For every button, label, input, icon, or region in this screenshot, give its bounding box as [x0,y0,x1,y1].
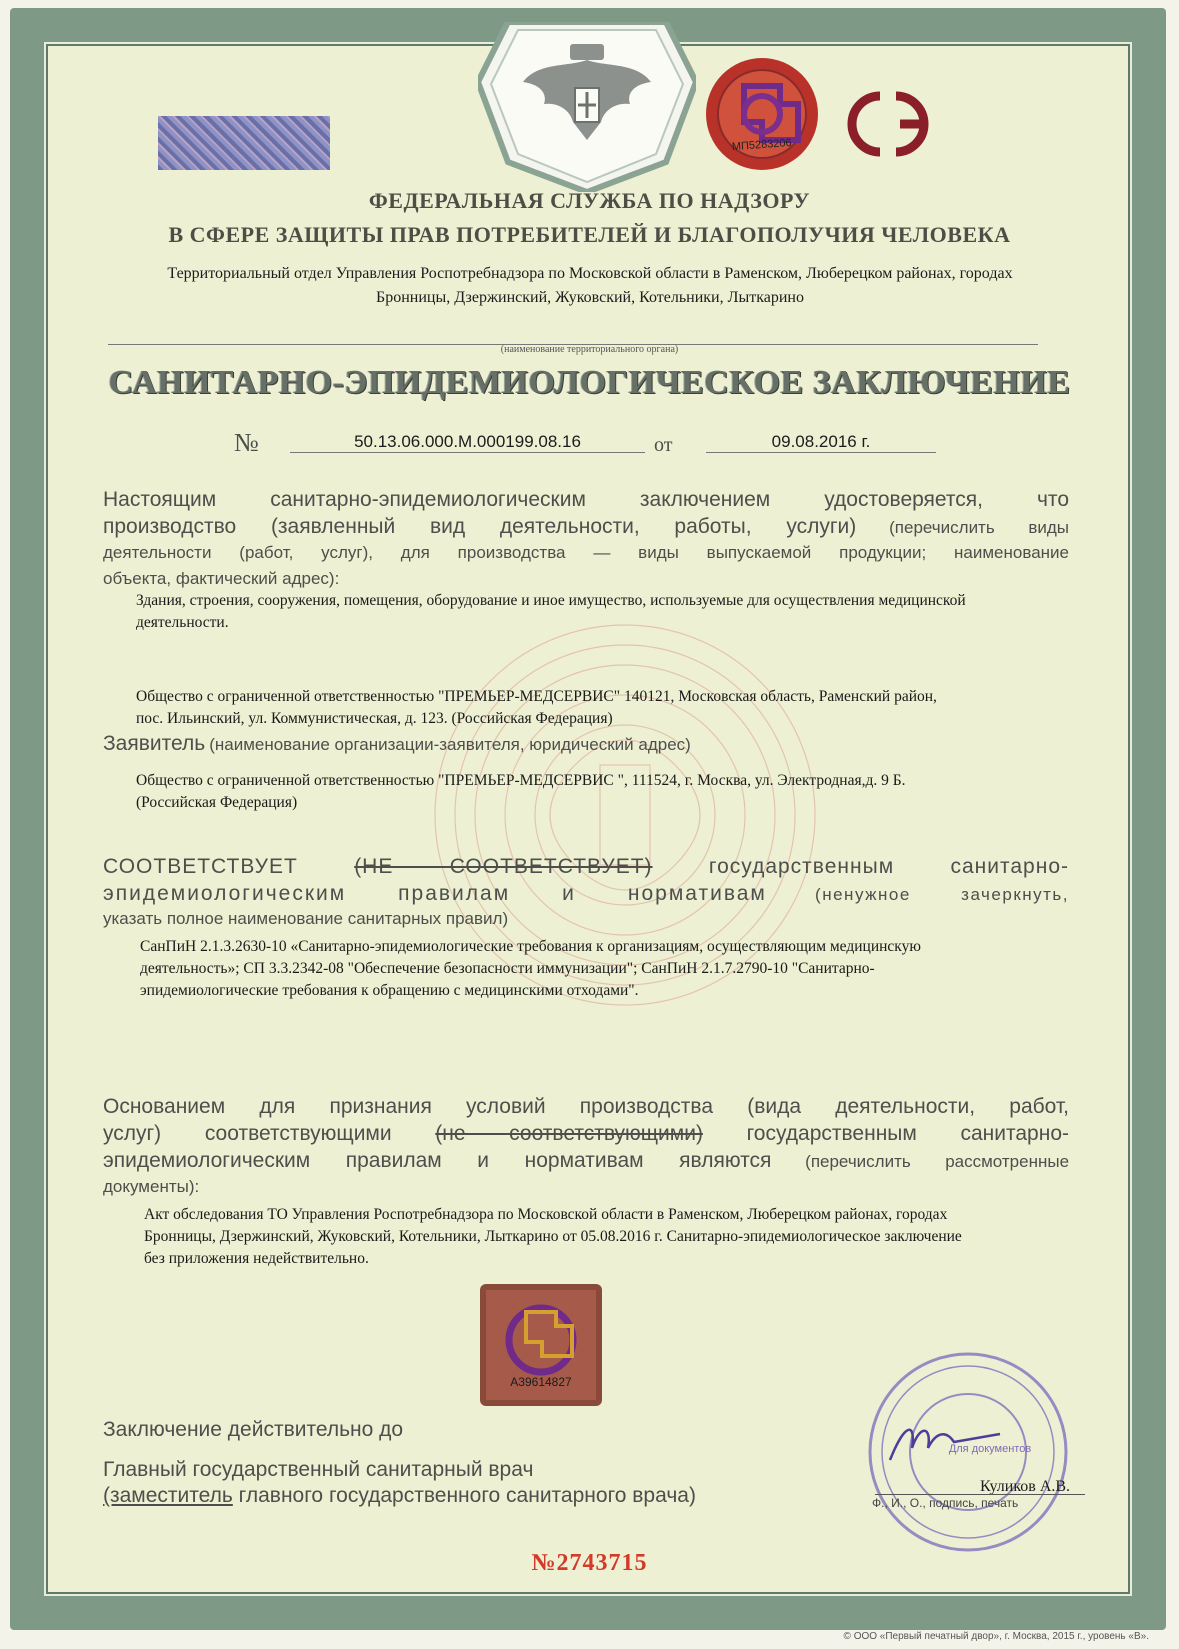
grounds-line2b: государственным санитарно- [746,1122,1069,1145]
official-stamp [850,1352,1080,1562]
conformity-struck: (НЕ СООТВЕТСТВУЕТ) [354,855,653,878]
grounds-line3 [103,1149,1069,1173]
number-sign: № [234,428,259,457]
activity-value-line2: деятельности. [136,614,229,631]
rules-line3: эпидемиологические требования к обращению с медицинскими отходами". [140,982,639,999]
seal-code-text-bottom: А39614827 [510,1375,572,1389]
applicant-value [136,770,906,814]
activity-intro-line4: объекта, фактический адрес): [103,569,340,588]
form-serial-number: №2743715 [531,1550,648,1576]
stamp-text: Для документов [948,1443,1032,1455]
activity-intro-line2a: производство (заявленный вид деятельности, работы, услуги) [103,515,857,538]
activity-intro-line2 [103,515,1069,539]
applicant-label: Заявитель [103,732,206,755]
grounds-line3a: эпидемиологическим правилам и нормативам являются [103,1149,772,1172]
grounds-line2 [103,1122,1069,1146]
grounds-line3b: (перечислить рассмотренные [805,1152,1070,1171]
rospotrebnadzor-emblem [478,22,696,192]
applicant-line1: Общество с ограниченной ответственностью "ПРЕМЬЕР-МЕДСЕРВИС ", 111524, г. Москва, ул. Электродная,д. 9 Б. [136,772,906,789]
signatory-title-line2 [103,1484,696,1508]
agency-name-line2: В СФЕРЕ ЗАЩИТЫ ПРАВ ПОТРЕБИТЕЛЕЙ И БЛАГОПОЛУЧИЯ ЧЕЛОВЕКА [168,222,1011,247]
conformity-line3: указать полное наименование санитарных правил) [103,909,509,928]
certificate-number: 50.13.06.000.М.000199.08.16 [354,432,581,451]
territorial-body [100,262,1080,310]
conformity-line2a: эпидемиологическим правилам и нормативам [103,882,767,905]
date-underline [706,452,936,453]
conformity-line2 [103,882,1069,906]
sanitary-rules [140,936,921,1002]
docs-line2: Бронницы, Дзержинский, Жуковский, Котельники, Лыткарино от 05.08.2016 г. Санитарно-эпидемиологическое заключение [144,1228,962,1245]
applicant-line2: (Российская Федерация) [136,794,298,811]
document-title: САНИТАРНО-ЭПИДЕМИОЛОГИЧЕСКОЕ ЗАКЛЮЧЕНИЕ [108,364,1071,401]
territory-line2: Бронницы, Дзержинский, Жуковский, Котельники, Лыткарино [376,289,804,306]
number-underline [290,452,645,453]
grounds-line2a: услуг) соответствующими [103,1122,392,1145]
rules-line2: деятельность»; СП 3.3.2342-08 "Обеспечение безопасности иммунизации"; СанПиН 2.1.7.2790-10 "Санитарно- [140,960,875,977]
activity-intro-line1: Настоящим санитарно-эпидемиологическим заключением удостоверяется, что [103,488,1069,511]
activity-value [136,590,966,634]
grounds-line4: документы): [103,1177,200,1196]
signature-caption: Ф., И., О., подпись, печать [872,1496,1019,1510]
conformity-line2b: (ненужное зачеркнуть, [815,885,1070,904]
signatory-title-line1: Главный государственный санитарный врач [103,1458,534,1481]
territory-caption: (наименование территориального органа) [500,344,679,355]
seal-code-text: МП5283206 [731,136,793,154]
conformity-word: СООТВЕТСТВУЕТ [103,855,298,878]
date-prefix: от [654,434,673,456]
object-address [136,686,937,730]
signatory-title-line2b: главного государственного санитарного врача) [238,1484,696,1507]
hologram-seal-bottom [478,1282,604,1408]
conformity-line1-rest: государственным санитарно- [708,855,1069,878]
sanitary-conformity-logo [838,88,938,160]
rules-line1: СанПиН 2.1.3.2630-10 «Санитарно-эпидемиологические требования к организациям, осуществляющим медицинскую [140,938,921,955]
activity-intro-line2b: (перечислить виды [889,518,1069,537]
conformity-line1 [103,855,1069,879]
object-line1: Общество с ограниченной ответственностью "ПРЕМЬЕР-МЕДСЕРВИС" 140121, Московская область, Раменский район, [136,688,937,705]
territory-line1: Территориальный отдел Управления Роспотребнадзора по Московской области в Раменском, Люберецком районах, городах [167,265,1013,282]
hologram-seal-top [704,56,820,172]
object-line2: пос. Ильинский, ул. Коммунистическая, д. 123. (Российская Федерация) [136,710,613,727]
signature-underline [875,1494,1085,1495]
applicant-label-row [103,732,1069,756]
printer-footer: © ООО «Первый печатный двор», г. Москва, 2015 г., уровень «В». [843,1631,1149,1642]
certificate-date: 09.08.2016 г. [771,432,871,451]
activity-value-line1: Здания, строения, сооружения, помещения, оборудование и иное имущество, используемые для осуществления медицинской [136,592,966,609]
agency-name-line1: ФЕДЕРАЛЬНАЯ СЛУЖБА ПО НАДЗОРУ [368,188,811,213]
docs-line1: Акт обследования ТО Управления Роспотребнадзора по Московской области в Раменском, Люберецком районах, городах [144,1206,948,1223]
docs-line3: без приложения недействительно. [144,1250,369,1267]
signatory-title-line2a: (заместитель [103,1484,233,1507]
grounds-documents [144,1204,962,1270]
activity-intro-line3: деятельности (работ, услуг), для производства — виды выпускаемой продукции; наименование [103,543,1069,562]
grounds-line2-struck: (не соответствующими) [435,1122,703,1145]
applicant-hint: (наименование организации-заявителя, юридический адрес) [209,735,691,754]
grounds-line1: Основанием для признания условий производства (вида деятельности, работ, [103,1095,1069,1118]
hologram-strip [158,116,330,170]
signatory-name: Куликов А.В. [980,1478,1071,1495]
validity-label: Заключение действительно до [103,1418,404,1441]
